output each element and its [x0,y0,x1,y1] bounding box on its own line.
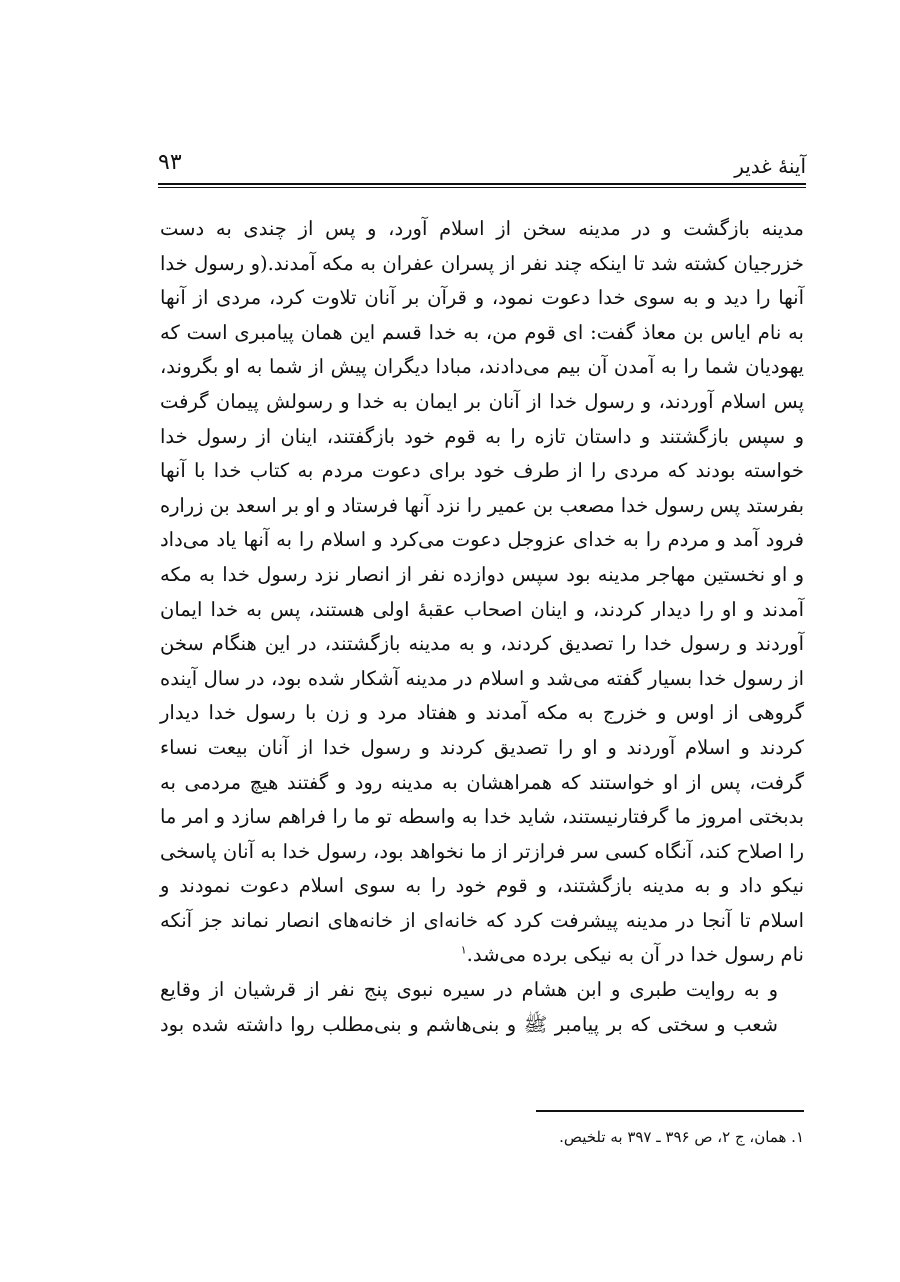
text-line: نیکو داد و به مدینه بازگشتند، و قوم خود را به سوی اسلام دعوت نمودند و [160,874,804,898]
page-number: ۹۳ [158,150,182,175]
running-title: آینهٔ غدیر [734,154,806,178]
text-line: کردند و اسلام آوردند و او را تصدیق کردند و رسول خدا از آنان بیعت نساء [160,735,804,759]
text-line: و او نخستین مهاجر مدینه بود سپس دوازده نفر از انصار نزد رسول خدا به مکه [160,562,804,586]
header-rule-thin [158,187,806,188]
text-line: شعب و سختی که بر پیامبر ﷺ و بنی‌هاشم و بنی‌مطلب روا داشته شده بود [160,1012,778,1036]
text-line: آنها را دید و به سوی خدا دعوت نمود، و قرآن بر آنان تلاوت کرد، مردی از آنها [160,286,804,310]
paragraph-1 [160,212,804,973]
text-line: مدینه بازگشت و در مدینه سخن از اسلام آورد، و پس از چندی به دست [160,217,804,240]
text-line: اسلام تا آنجا در مدینه پیشرفت کرد که خانه‌ای از خانه‌های انصار نماند جز آنکه [160,908,804,932]
text-line: پس اسلام آوردند، و رسول خدا از آنان بر ایمان به خدا و رسولش پیمان گرفت [160,389,804,413]
body-text [160,212,804,1042]
text-line: و سپس بازگشتند و داستان تازه را به قوم خود بازگفتند، اینان از رسول خدا [160,424,804,448]
text-line: بدبختی امروز ما گرفتارنیستند، شاید خدا به واسطه تو ما را فراهم سازد و امر ما [160,805,804,829]
text-line: گروهی از اوس و خزرج به مکه آمدند و هفتاد مرد و زن با رسول خدا دیدار [160,701,804,725]
text-line: بفرستد پس رسول خدا مصعب بن عمیر را نزد آنها فرستاد و او بر اسعد بن زراره [160,493,804,517]
text-line: خواسته بودند که مردی را از طرف خود برای دعوت مردم به کتاب خدا با آنها [160,459,804,483]
text-line: یهودیان شما را به آمدن آن بیم می‌دادند، مبادا دیگران پیش از شما به او بگروند، [160,355,804,379]
text-line: را اصلاح کند، آنگاه کسی سر فرازتر از ما نخواهد بود، رسول خدا به آنان پاسخی [160,839,804,863]
text-line: به نام ایاس بن معاذ گفت: ای قوم من، به خدا قسم این همان پیامبری است که [160,320,804,344]
text-line: آوردند و رسول خدا را تصدیق کردند، و به مدینه بازگشتند، در این هنگام سخن [160,632,804,656]
text-line: گرفت، پس از او خواستند که همراهشان به مدینه رود و گفتند هیچ مردمی به [160,770,804,794]
header-rule-thick [158,183,806,185]
footnote-reference[interactable]: ۱ [460,943,467,957]
footnote-separator [536,1110,804,1112]
text-line: خزرجیان کشته شد تا اینکه چند نفر از پسران عفران به مکه آمدند.(و رسول خدا [160,251,804,275]
text-line: و به روایت طبری و ابن هشام در سیره نبوی پنج نفر از قرشیان از وقایع [160,978,778,1002]
text-line: فرود آمد و مردم را به خدای عزوجل دعوت می‌کرد و اسلام را به آنها یاد می‌داد [160,528,804,552]
text-line-content: نام رسول خدا در آن به نیکی برده می‌شد. [466,943,804,967]
paragraph-2 [160,973,804,1042]
text-line: از رسول خدا بسیار گفته می‌شد و اسلام در مدینه آشکار شده بود، در سال آینده [160,666,804,690]
footnote: ۱. همان، ج ۲، ص ۳۹۶ ـ ۳۹۷ به تلخیص. [559,1128,804,1146]
running-header [158,150,806,180]
text-line-last [160,938,804,973]
text-line: آمدند و او را دیدار کردند، و اینان اصحاب عقبهٔ اولی هستند، پس به خدا ایمان [160,597,804,621]
